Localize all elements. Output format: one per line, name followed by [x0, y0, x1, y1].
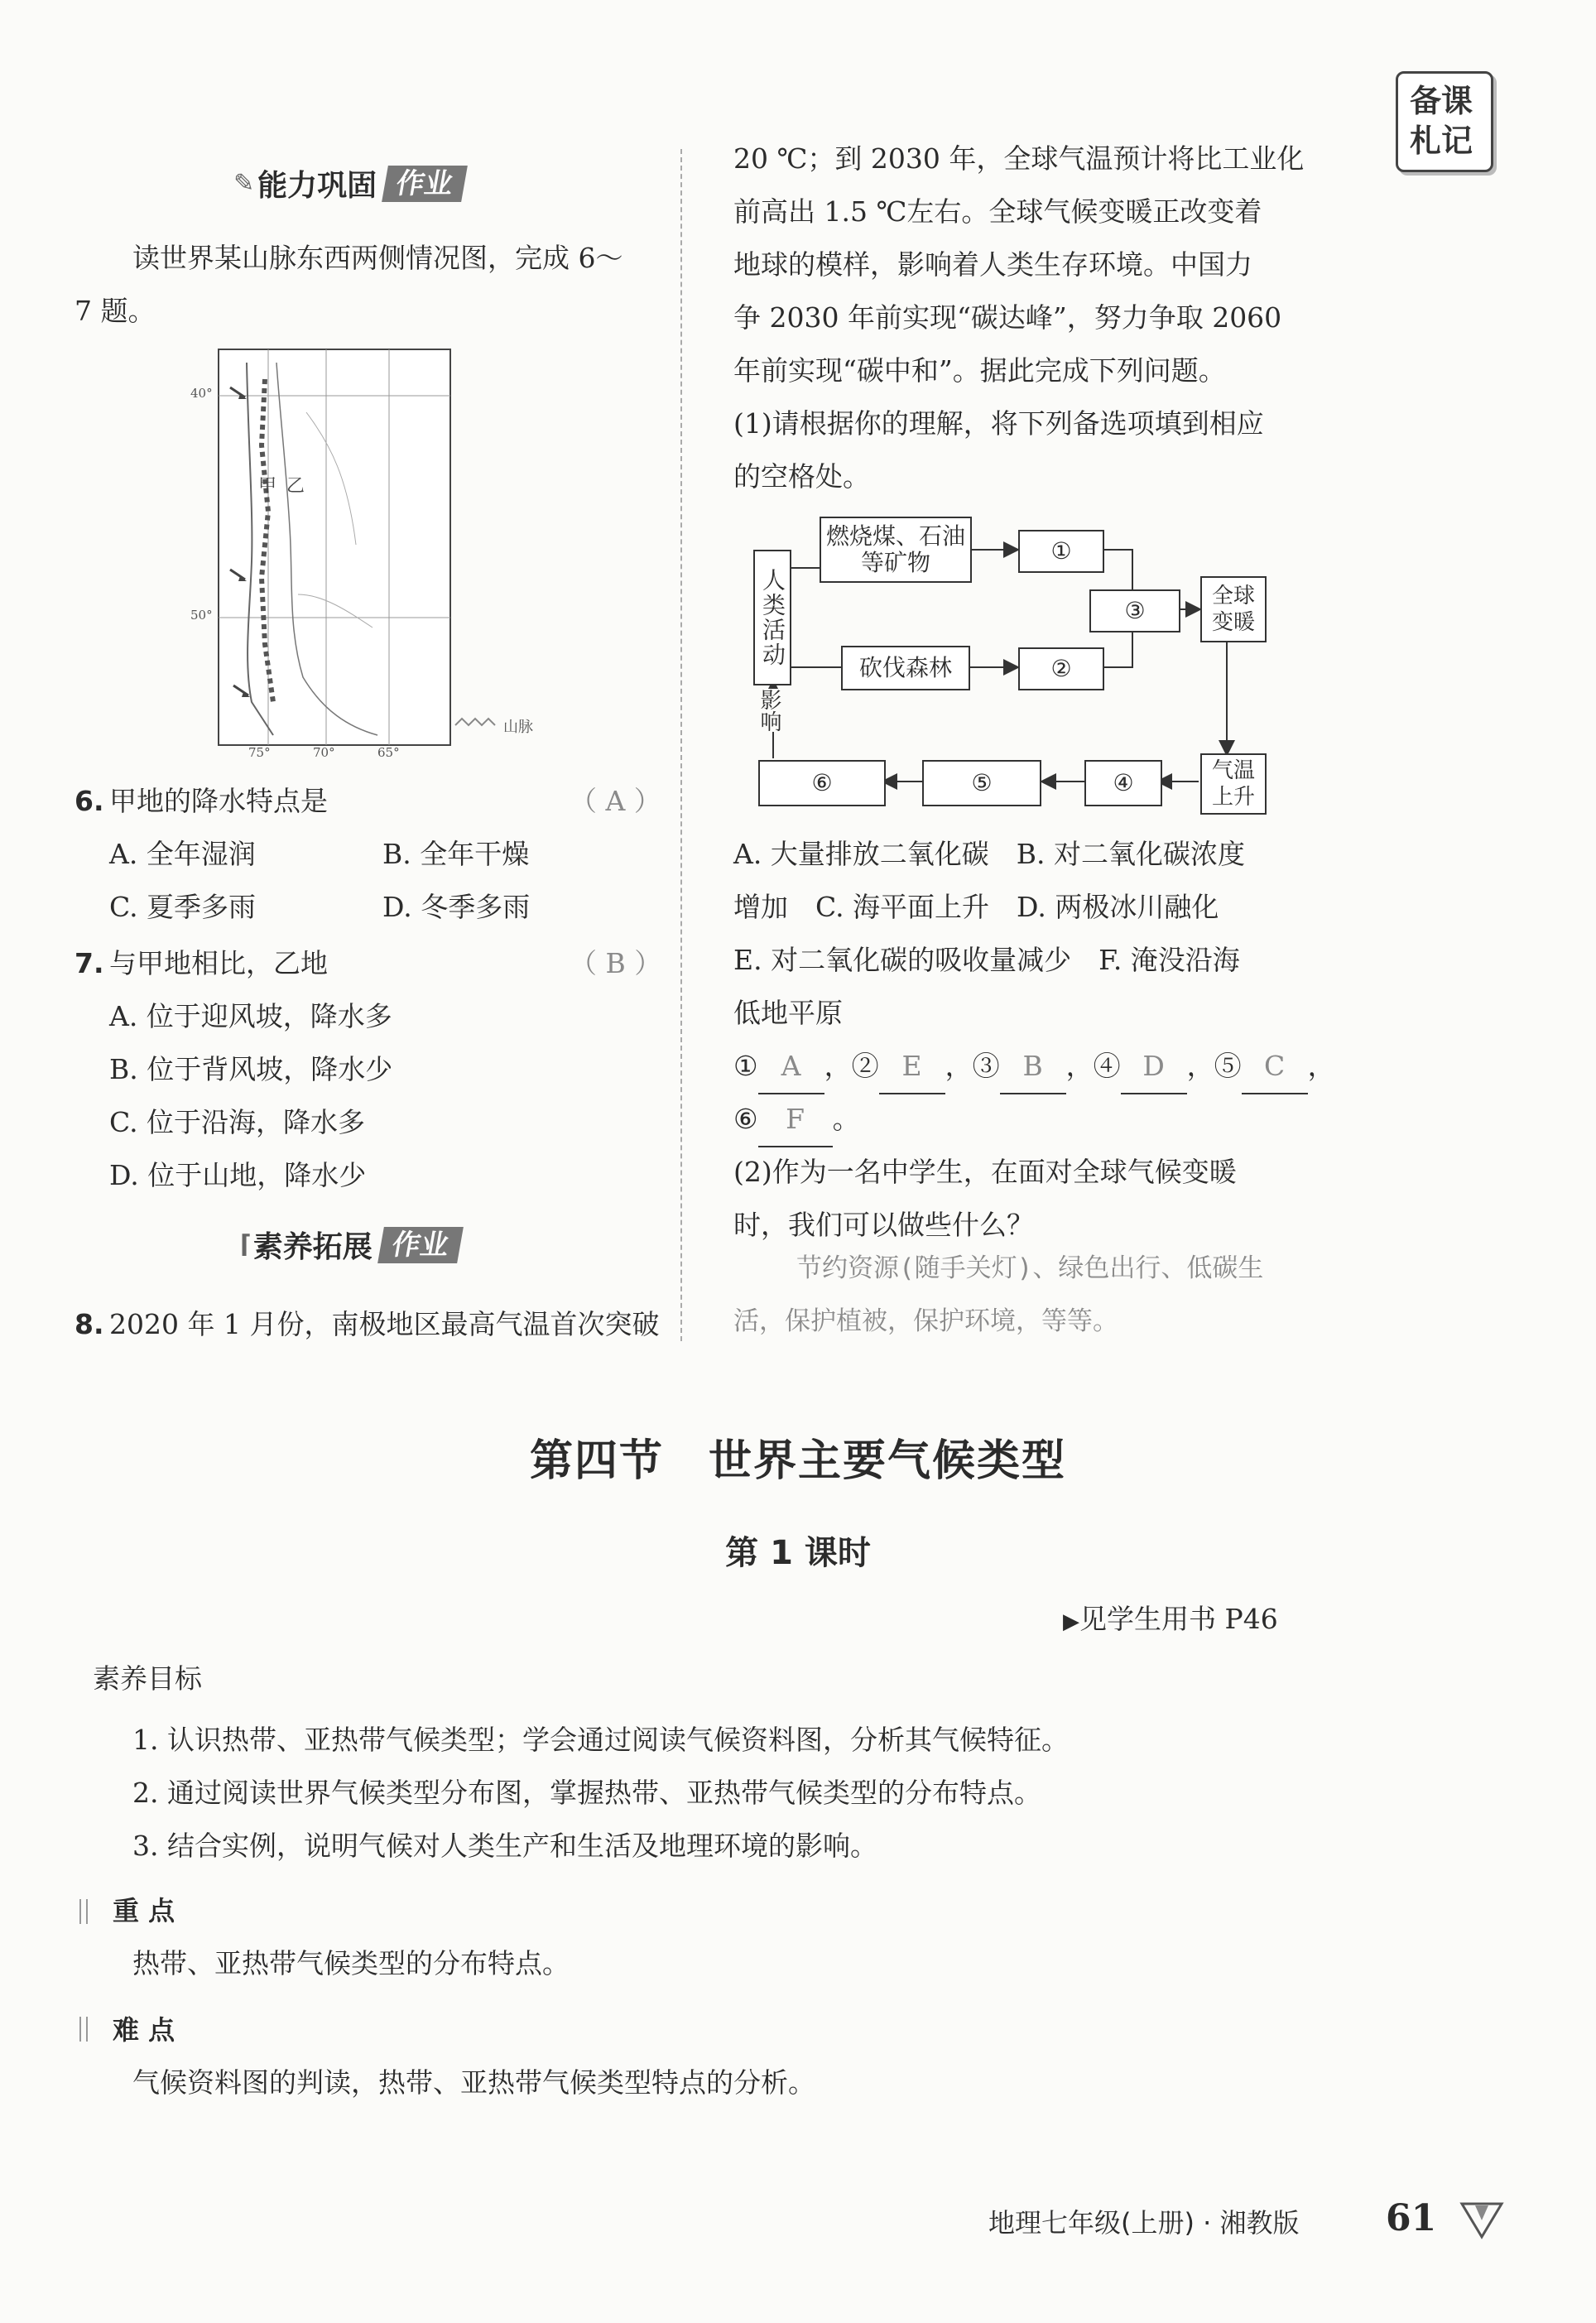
page-number: 61	[1386, 2197, 1437, 2239]
fill-answers-row1: ① A ，② E ，③ B ，④ D ，⑤ C ，	[733, 1040, 1335, 1094]
choice-line-4: 低地平原	[733, 997, 843, 1029]
notes-badge-line2: 札记	[1410, 123, 1473, 159]
notes-badge-line1: 备课	[1410, 83, 1473, 119]
legend-mountain-label: 山脉	[503, 719, 533, 736]
flow-diagram	[745, 508, 1275, 823]
corner-decoration-icon	[1457, 2196, 1507, 2248]
q8-number: 8.	[75, 1308, 104, 1340]
place-label-jia: 甲	[258, 476, 277, 497]
lon-label-75: 75°	[248, 745, 271, 760]
q8-line-6: (1)请根据你的理解，将下列备选项填到相应	[733, 407, 1264, 440]
key-heading: 重 点	[113, 1895, 175, 1926]
slot-3: ③	[1089, 589, 1180, 632]
fill-label-6: ⑥	[733, 1103, 758, 1135]
q8-lead: 2020 年 1 月份，南极地区最高气温首次突破	[109, 1308, 660, 1340]
q8-line-4: 争 2030 年前实现“碳达峰”，努力争取 2060	[733, 301, 1282, 334]
map-svg	[182, 346, 546, 760]
choice-line-3: E. 对二氧化碳的吸收量减少 F. 淹没沿海	[733, 944, 1240, 976]
q6-option-d: D. 冬季多雨	[382, 891, 531, 923]
q6-number: 6.	[75, 785, 104, 817]
fill-blank-6: F	[758, 1093, 833, 1147]
q8-line-1: 20 ℃；到 2030 年，全球气温预计将比工业化	[733, 142, 1305, 175]
box-deforestation: 砍伐森林	[841, 646, 970, 690]
goal-item-2: 2. 通过阅读世界气候类型分布图，掌握热带、亚热带气候类型的分布特点。	[132, 1777, 1041, 1809]
slot-2: ②	[1018, 647, 1104, 690]
fill-blank-5: C	[1242, 1040, 1308, 1094]
goals-heading: 素养目标	[93, 1662, 202, 1695]
q7-option-d: D. 位于山地，降水少	[109, 1159, 367, 1191]
slot-6: ⑥	[758, 760, 886, 806]
q8-part2-line2: 时，我们可以做些什么？	[733, 1209, 1034, 1241]
section-tag: 作业	[377, 1227, 464, 1263]
q8-line-7: 的空格处。	[733, 460, 870, 493]
chapter-title: 第四节 世界主要气候类型	[529, 1436, 1066, 1486]
choice-line-1: A. 大量排放二氧化碳 B. 对二氧化碳浓度	[733, 838, 1246, 870]
box-burn-fossil: 燃烧煤、石油等矿物	[820, 517, 972, 583]
q6-option-a: A. 全年湿润	[109, 838, 256, 870]
section-title: 素养拓展	[252, 1230, 373, 1264]
student-book-ref	[1063, 1593, 1278, 1648]
fill-blank-4: D	[1121, 1040, 1187, 1094]
lon-label-65: 65°	[377, 745, 400, 760]
box-global-warming: 全球变暖	[1200, 576, 1267, 642]
section-header-extension	[240, 1224, 460, 1266]
goal-item-1: 1. 认识热带、亚热带气候类型；学会通过阅读气候资料图，分析其气候特征。	[132, 1724, 1069, 1756]
q7-answer: （ B ）	[570, 947, 662, 979]
fill-label-4: ④	[1093, 1050, 1121, 1082]
label-influence: 影响	[757, 689, 781, 732]
q8-line-5: 年前实现“碳中和”。据此完成下列问题。	[733, 354, 1226, 387]
fill-label-2: ②	[851, 1050, 879, 1082]
notes-badge	[1396, 71, 1493, 172]
box-temp-rise: 气温上升	[1200, 753, 1267, 815]
difficulty-bar	[79, 2017, 88, 2042]
mountain-map	[182, 346, 546, 760]
q7-option-b: B. 位于背风坡，降水少	[109, 1053, 393, 1085]
q7-text: 与甲地相比，乙地	[109, 947, 328, 979]
q6-text: 甲地的降水特点是	[109, 785, 328, 817]
difficulty-text: 气候资料图的判读，热带、亚热带气候类型特点的分析。	[132, 2066, 815, 2099]
q6-option-c: C. 夏季多雨	[109, 891, 257, 923]
lat-label-40: 40°	[190, 386, 213, 401]
difficulty-heading: 难 点	[113, 2014, 175, 2046]
q7-number: 7.	[75, 947, 104, 979]
slot-1: ①	[1018, 530, 1104, 573]
q7-option-a: A. 位于迎风坡，降水多	[109, 1000, 392, 1032]
q6-answer: （ A ）	[570, 785, 661, 817]
q8-line-2: 前高出 1.5 ℃左右。全球气候变暖正改变着	[733, 195, 1262, 228]
q7-option-c: C. 位于沿海，降水多	[109, 1106, 366, 1138]
fill-blank-2: E	[879, 1040, 945, 1094]
box-human-activity: 人类活动	[753, 550, 791, 685]
fill-blank-1: A	[758, 1040, 824, 1094]
slot-4: ④	[1084, 760, 1162, 806]
q8-part2-answer-2: 活，保护植被，保护环境，等等。	[733, 1306, 1118, 1336]
key-bar	[79, 1899, 88, 1924]
bracket-icon: ⌈	[240, 1230, 252, 1259]
lon-label-70: 70°	[313, 745, 335, 760]
fill-label-3: ③	[972, 1050, 1000, 1082]
footer-book: 地理七年级(上册) · 湘教版	[988, 2207, 1300, 2239]
q8-part2-line1: (2)作为一名中学生，在面对全球气候变暖	[733, 1156, 1237, 1188]
play-icon: ▶	[1063, 1609, 1079, 1634]
intro-line1: 读世界某山脉东西两侧情况图，完成 6～	[132, 242, 623, 274]
lesson-title: 第 1 课时	[725, 1534, 871, 1572]
ref-text: 见学生用书 P46	[1079, 1603, 1278, 1635]
section-tag: 作业	[382, 166, 468, 202]
lat-label-50: 50°	[190, 608, 213, 623]
column-divider	[680, 149, 682, 1341]
fill-answers-row2: ⑥ F 。	[733, 1093, 860, 1147]
pen-icon: ✎	[233, 169, 255, 198]
section-header-consolidation	[233, 162, 464, 204]
intro-line2: 7 题。	[75, 295, 156, 327]
choice-line-2: 增加 C. 海平面上升 D. 两极冰川融化	[733, 891, 1219, 923]
fill-label-1: ①	[733, 1050, 758, 1082]
place-label-yi: 乙	[286, 476, 305, 497]
key-text: 热带、亚热带气候类型的分布特点。	[132, 1947, 570, 1979]
q6-option-b: B. 全年干燥	[382, 838, 530, 870]
section-title: 能力巩固	[257, 169, 377, 203]
fill-label-5: ⑤	[1214, 1050, 1242, 1082]
slot-5: ⑤	[922, 760, 1041, 806]
goal-item-3: 3. 结合实例，说明气候对人类生产和生活及地理环境的影响。	[132, 1830, 877, 1862]
q8-part2-answer-1: 节约资源(随手关灯)、绿色出行、低碳生	[796, 1253, 1264, 1283]
fill-blank-3: B	[1000, 1040, 1066, 1094]
q8-line-3: 地球的模样，影响着人类生存环境。中国力	[733, 248, 1252, 281]
